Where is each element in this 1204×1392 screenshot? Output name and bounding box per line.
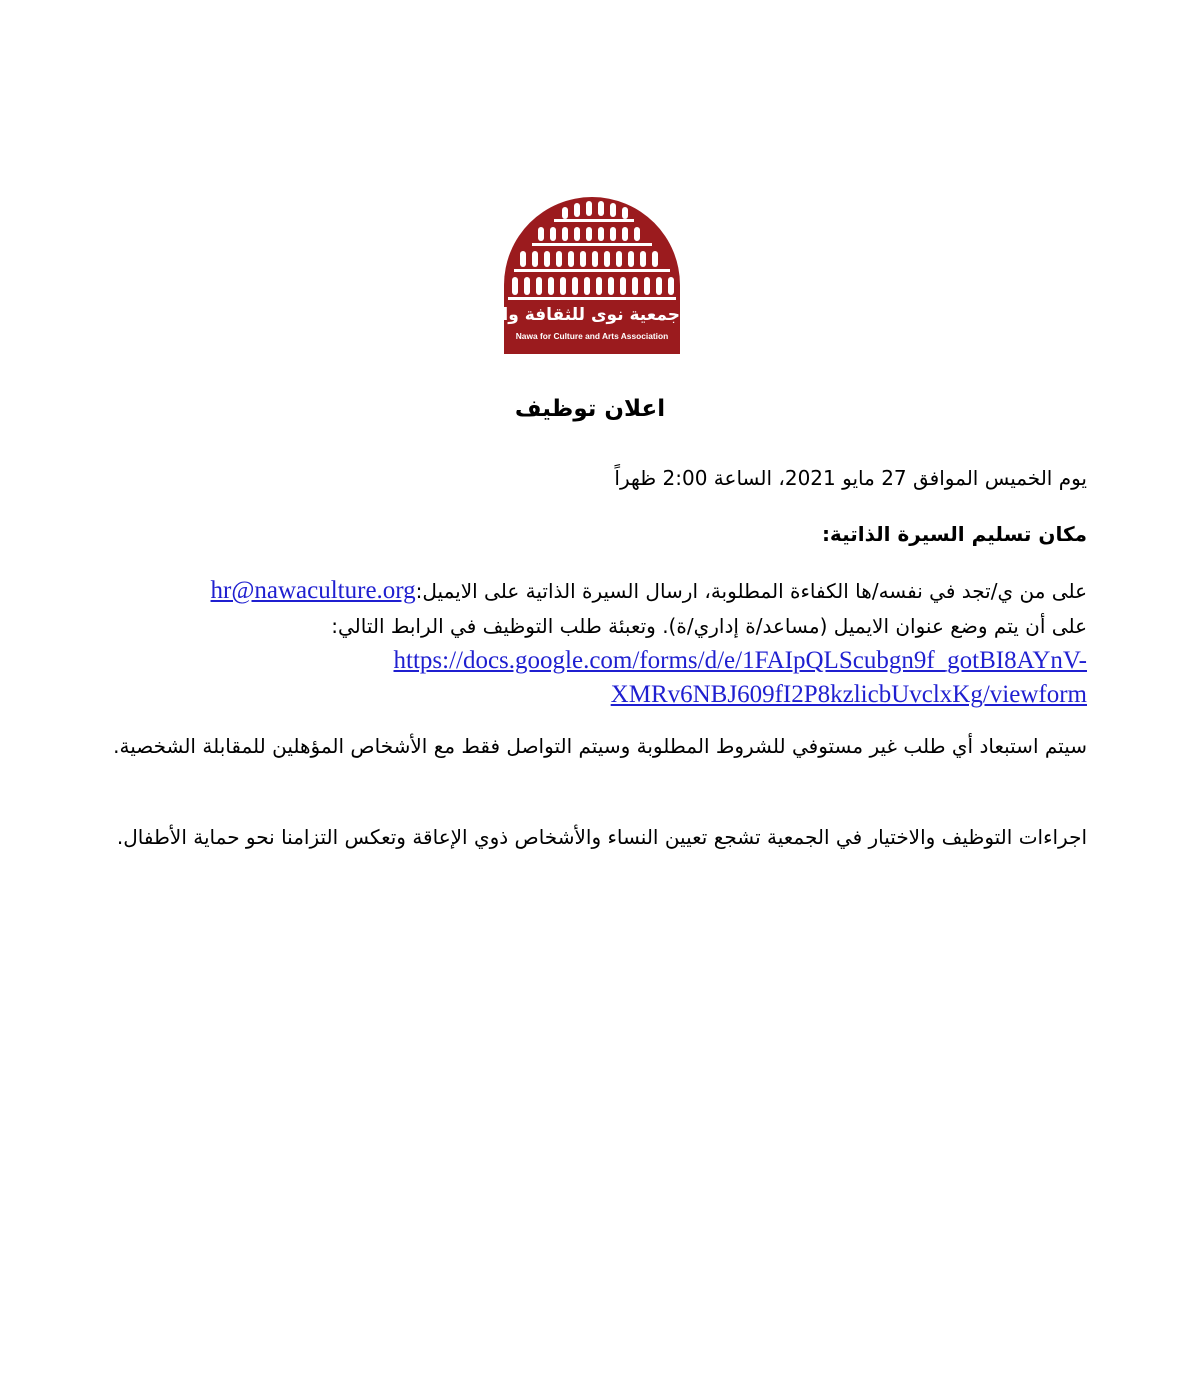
nawa-logo bbox=[451, 197, 680, 354]
page-title: اعلان توظيف bbox=[514, 396, 666, 422]
form-link-line-1 bbox=[394, 644, 1088, 680]
form-link-line-2 bbox=[611, 678, 1087, 714]
policy-note: اجراءات التوظيف والاختيار في الجمعية تشجع تعيين النساء والأشخاص ذوي الإعاقة وتعكس التزامنا نحو حماية الأطفال. bbox=[116, 825, 1087, 849]
logo-arabic-name: جمعية نوى للثقافة والفنون bbox=[451, 305, 680, 325]
logo-english-name: Nawa for Culture and Arts Association bbox=[515, 331, 669, 341]
form-link[interactable]: https://docs.google.com/forms/d/e/1FAIpQLScubgn9f_gotBI8AYnV- bbox=[393, 647, 1087, 674]
date-line: يوم الخميس الموافق 27 مايو 2021، الساعة 2:00 ظهراً bbox=[614, 466, 1087, 490]
form-link-continued[interactable]: XMRv6NBJ609fI2P8kzlicbUvclxKg/viewform bbox=[610, 681, 1087, 708]
email-link[interactable]: hr@nawaculture.org bbox=[210, 577, 416, 604]
instructions-line bbox=[211, 576, 1087, 606]
instructions-line-2: على أن يتم وضع عنوان الايميل (مساعد/ة إداري/ة). وتعبئة طلب التوظيف في الرابط التالي: bbox=[331, 614, 1087, 638]
cv-heading: مكان تسليم السيرة الذاتية: bbox=[821, 522, 1087, 546]
exclusion-note: سيتم استبعاد أي طلب غير مستوفي للشروط المطلوبة وسيتم التواصل فقط مع الأشخاص المؤهلين للمقابلة الشخصية. bbox=[113, 734, 1087, 758]
instructions-text: على من ي/تجد في نفسه/ها الكفاءة المطلوبة، ارسال السيرة الذاتية على الايميل: bbox=[415, 579, 1087, 603]
